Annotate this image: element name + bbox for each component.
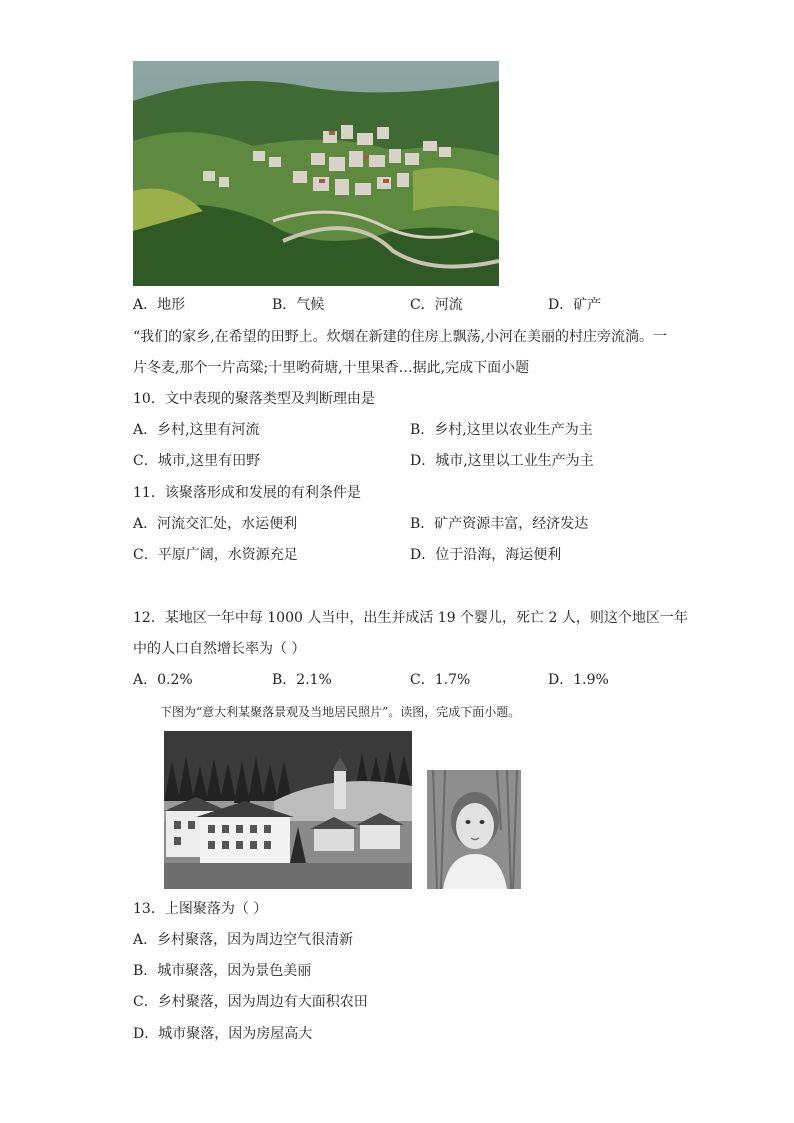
q13-stem: 13．上图聚落为（ ） (133, 901, 268, 917)
figure-caption: 下图为“意大利某聚落景观及当地居民照片”。读图，完成下面小题。 (160, 705, 521, 719)
q13-option-b: B．城市聚落，因为景色美丽 (133, 963, 312, 979)
q12-stem-line-2: 中的人口自然增长率为（ ） (133, 641, 306, 657)
q12-option-d: D．1.9% (548, 672, 609, 688)
q9-option-c: C．河流 (410, 297, 463, 313)
passage-line-2: 片冬麦,那个一片高粱;十里哟荷塘,十里果香…据此,完成下面小题 (133, 360, 530, 376)
q10-option-a: A．乡村,这里有河流 (133, 422, 260, 438)
q9-option-a: A．地形 (133, 297, 186, 313)
q13-option-d: D．城市聚落，因为房屋高大 (133, 1026, 313, 1042)
q11-option-b: B．矿产资源丰富，经济发达 (410, 516, 589, 532)
q9-option-b: B．气候 (272, 297, 325, 313)
q11-option-a: A．河流交汇处，水运便利 (133, 516, 298, 532)
q12-option-c: C．1.7% (410, 672, 471, 688)
q10-option-d: D．城市,这里以工业生产为主 (410, 453, 594, 469)
q11-stem: 11．该聚落形成和发展的有利条件是 (133, 485, 361, 501)
q11-option-c: C．平原广阔，水资源充足 (133, 547, 298, 563)
passage-line-1: “我们的家乡,在希望的田野上。炊烟在新建的住房上飘荡,小河在美丽的村庄旁流淌。一 (133, 329, 668, 345)
q9-option-d: D．矿产 (548, 297, 602, 313)
italian-village-photo (164, 731, 412, 889)
q12-option-b: B．2.1% (272, 672, 332, 688)
q11-option-d: D．位于沿海，海运便利 (410, 547, 562, 563)
q10-option-c: C．城市,这里有田野 (133, 453, 261, 469)
q12-stem-line-1: 12．某地区一年中每 1000 人当中，出生并成活 19 个婴儿，死亡 2 人，则这个地区一年 (133, 610, 688, 626)
q13-option-a: A．乡村聚落，因为周边空气很清新 (133, 932, 354, 948)
resident-girl-photo (427, 770, 521, 889)
q10-option-b: B．乡村,这里以农业生产为主 (410, 422, 593, 438)
q12-option-a: A．0.2% (133, 672, 193, 688)
mountain-village-photo (133, 61, 499, 286)
q10-stem: 10．文中表现的聚落类型及判断理由是 (133, 391, 375, 407)
q13-option-c: C．乡村聚落，因为周边有大面积农田 (133, 994, 368, 1010)
